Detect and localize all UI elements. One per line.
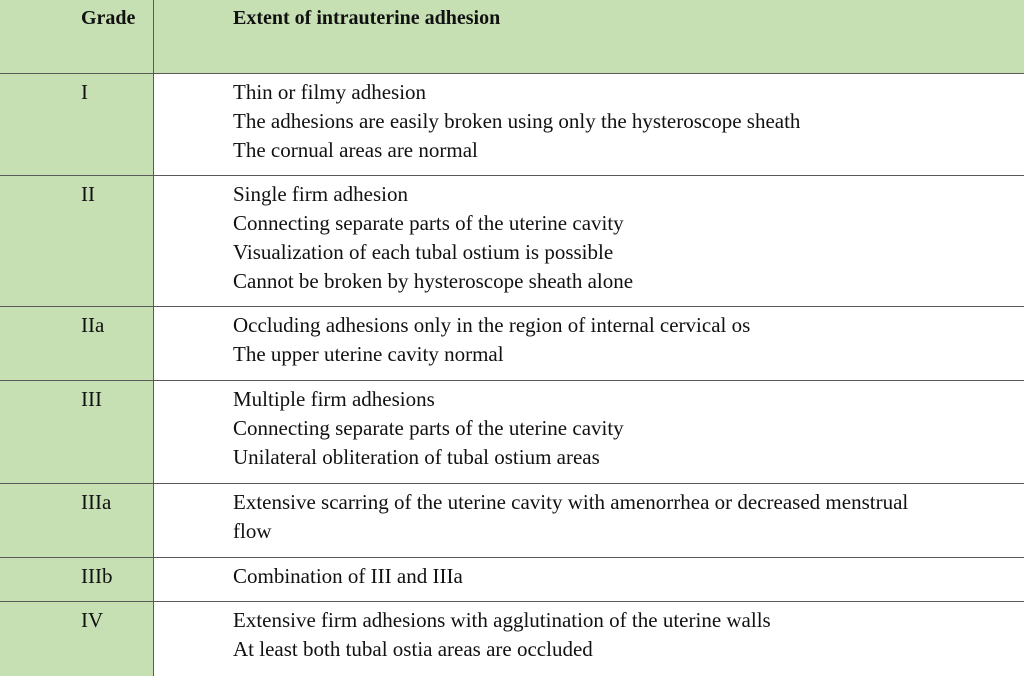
grade-cell xyxy=(0,176,154,306)
extent-line: The cornual areas are normal xyxy=(233,138,478,162)
grade-value: II xyxy=(81,182,95,206)
table-row-grade-iiia xyxy=(0,484,1024,558)
grade-value: III xyxy=(81,387,102,411)
extent-line: Combination of III and IIIa xyxy=(233,564,463,588)
table-row-grade-iiib xyxy=(0,558,1024,602)
grade-cell xyxy=(0,381,154,483)
grade-value: IIIb xyxy=(81,564,113,588)
table-row-grade-iv xyxy=(0,602,1024,676)
grade-cell xyxy=(0,74,154,175)
extent-line: The adhesions are easily broken using only the hysteroscope sheath xyxy=(233,109,801,133)
extent-line: Connecting separate parts of the uterine cavity xyxy=(233,416,624,440)
grade-value: I xyxy=(81,80,88,104)
extent-line: Single firm adhesion xyxy=(233,182,408,206)
table-header-row xyxy=(0,0,1024,74)
table-row-grade-ii xyxy=(0,176,1024,307)
extent-line: Multiple firm adhesions xyxy=(233,387,435,411)
extent-line: Extensive firm adhesions with agglutination of the uterine walls xyxy=(233,608,771,632)
extent-cell xyxy=(233,606,984,664)
extent-line: The upper uterine cavity normal xyxy=(233,342,504,366)
grade-value: IV xyxy=(81,608,104,632)
extent-cell xyxy=(233,311,984,369)
extent-cell xyxy=(233,385,984,472)
grade-cell xyxy=(0,558,154,601)
grade-column-header: Grade xyxy=(81,7,136,29)
table-row-grade-i xyxy=(0,74,1024,176)
grade-value: IIIa xyxy=(81,490,112,514)
extent-column-header: Extent of intrauterine adhesion xyxy=(233,7,501,29)
extent-line: Extensive scarring of the uterine cavity with amenorrhea or decreased menstrual xyxy=(233,490,909,514)
extent-line: Visualization of each tubal ostium is possible xyxy=(233,240,614,264)
extent-line: At least both tubal ostia areas are occluded xyxy=(233,637,593,661)
extent-line: flow xyxy=(233,519,272,543)
grade-cell xyxy=(0,484,154,557)
extent-line: Unilateral obliteration of tubal ostium areas xyxy=(233,445,600,469)
extent-line: Thin or filmy adhesion xyxy=(233,80,427,104)
extent-header-cell xyxy=(233,4,984,32)
table-row-grade-iia xyxy=(0,307,1024,381)
extent-line: Connecting separate parts of the uterine cavity xyxy=(233,211,624,235)
extent-cell xyxy=(233,78,984,165)
grade-cell xyxy=(0,307,154,380)
extent-cell xyxy=(233,180,984,296)
grade-header-cell xyxy=(0,0,154,73)
grade-value: IIa xyxy=(81,313,105,337)
extent-line: Cannot be broken by hysteroscope sheath alone xyxy=(233,269,634,293)
grade-cell xyxy=(0,602,154,676)
extent-cell xyxy=(233,488,984,546)
table-row-grade-iii xyxy=(0,381,1024,484)
extent-cell xyxy=(233,562,984,591)
extent-line: Occluding adhesions only in the region of internal cervical os xyxy=(233,313,751,337)
